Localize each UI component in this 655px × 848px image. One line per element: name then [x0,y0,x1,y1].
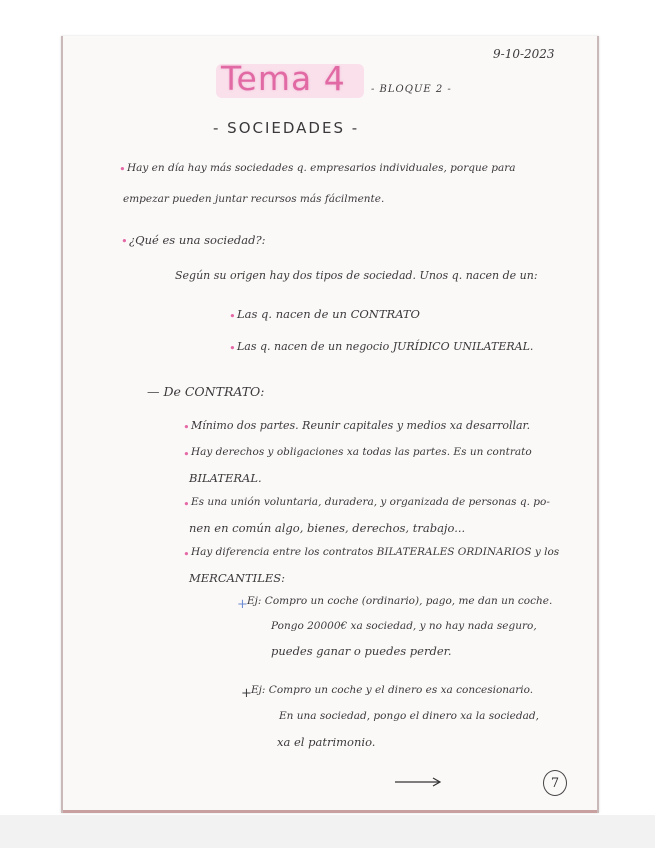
block-label: - BLOQUE 2 - [371,84,452,95]
contrato-point-2-line-2: BILATERAL. [189,471,262,485]
viewer-bottom-strip [0,815,655,848]
question-answer: Según su origen hay dos tipos de sociedad. Unos q. nacen de un: [175,269,538,282]
date-text: 9-10-2023 [493,47,555,61]
bullet-dot-icon: • [183,447,190,461]
bullet-dot-icon: • [183,497,190,511]
example-2-line-3: xa el patrimonio. [277,735,376,749]
section-heading: - SOCIEDADES - [213,119,360,137]
example-1-line-1: Ej: Compro un coche (ordinario), pago, me dan un coche. [247,595,553,607]
origin-item-contract: Las q. nacen de un CONTRATO [237,307,420,321]
plus-marker-icon: + [237,597,248,612]
contrato-point-2-line-1: Hay derechos y obligaciones xa todas las partes. Es un contrato [191,446,532,458]
page-title: Tema 4 [221,59,346,98]
contrato-point-3-line-1: Es una unión voluntaria, duradera, y organizada de personas q. po- [191,496,550,508]
question-label: ¿Qué es una sociedad?: [129,233,266,247]
bullet-dot-icon: • [229,341,236,355]
example-2-line-1: Ej: Compro un coche y el dinero es xa concesionario. [251,684,534,696]
bullet-dot-icon: • [119,162,126,176]
origin-item-unilateral: Las q. nacen de un negocio JURÍDICO UNILATERAL. [237,340,534,353]
contrato-point-3-line-2: nen en común algo, bienes, derechos, trabajo... [189,521,466,535]
notebook-page [61,36,599,813]
contrato-point-4-line-2: MERCANTILES: [189,571,285,585]
page-number: 7 [543,770,567,796]
bullet-dot-icon: • [183,420,190,434]
contrato-point-1: Mínimo dos partes. Reunir capitales y medios xa desarrollar. [191,419,531,432]
bullet-dot-icon: • [121,234,128,248]
intro-line-1: Hay en día hay más sociedades q. empresarios individuales, porque para [127,162,516,174]
intro-line-2: empezar pueden juntar recursos más fácilmente. [123,193,385,205]
continue-arrow-icon [393,776,445,788]
plus-marker-icon: + [241,686,252,701]
bullet-dot-icon: • [229,309,236,323]
bullet-dot-icon: • [183,547,190,561]
contrato-point-4-line-1: Hay diferencia entre los contratos BILATERALES ORDINARIOS y los [191,546,560,558]
example-1-line-3: puedes ganar o puedes perder. [271,644,452,658]
example-1-line-2: Pongo 20000€ xa sociedad, y no hay nada seguro, [271,620,537,632]
example-2-line-2: En una sociedad, pongo el dinero xa la sociedad, [279,710,539,722]
contrato-heading: — De CONTRATO: [147,384,265,399]
